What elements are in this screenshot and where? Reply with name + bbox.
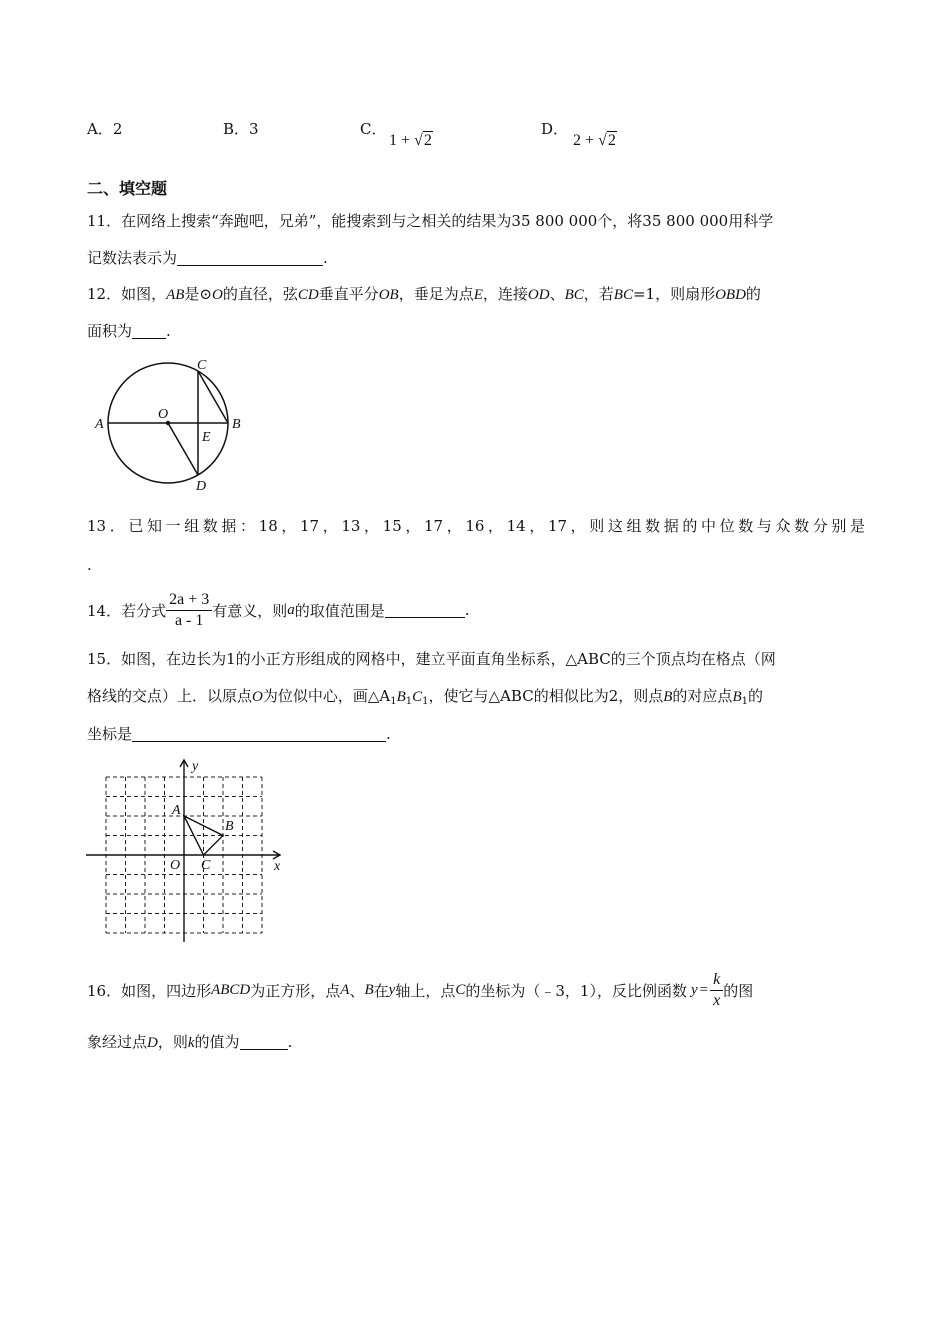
label-x: x (274, 859, 281, 874)
label-o: O (170, 858, 181, 873)
option-d-expression: 2 + √2 (573, 132, 616, 149)
sqrt-sign: √ (414, 132, 423, 149)
q15-line2: 格线的交点）上．以原点O为位似中心，画$\triangle A_1B_1C_1$，使它与△ABC的相似比为2，则点B的对应点$B_1$的 (87, 687, 763, 707)
q12-circle-figure (90, 355, 250, 495)
label-d: D (196, 479, 207, 494)
segment-bc (198, 371, 228, 423)
q14-line: 14．若分式 $\frac{2a + 3}{a - 1}$ 有意义，则 a 的取值范围是 . (87, 590, 470, 629)
sqrt-sign: √ (598, 132, 607, 149)
q11-line1: 11．在网络上搜索“奔跑吧，兄弟”，能搜索到与之相关的结果为35 800 000个，将35 800 000用科学 (87, 212, 774, 230)
fraction: $\frac{2a + 3}{a - 1}$ (166, 590, 212, 631)
q12-line1: 12．如图，AB是⊙O的直径，弦CD垂直平分OB，垂足为点E，连接OD、BC，若BC=1，则扇形OBD的 (87, 285, 761, 303)
label-e: E (202, 430, 211, 445)
label-y: y (192, 759, 199, 774)
option-b (223, 118, 259, 139)
label-a: A (172, 803, 181, 818)
q15-line1: 15．如图，在边长为1的小正方形组成的网格中，建立平面直角坐标系，△ABC的三个顶点均在格点（网 (87, 650, 776, 668)
section-heading: 二、填空题 (87, 179, 168, 198)
q13-line1: 13．已知一组数据：18，17，13，15，17，16，14，17，则这组数据的中位数与众数分别是 (87, 517, 865, 535)
option-a-value: 2 (112, 120, 123, 138)
label-a: A (95, 417, 104, 432)
q15-grid-figure (84, 752, 294, 944)
q12-line2: 面积为 . (87, 322, 171, 340)
answer-blank[interactable] (240, 1034, 288, 1050)
q11-line2: 记数法表示为 . (87, 249, 328, 267)
option-a-label: A． (87, 120, 113, 138)
option-c-label: C． (360, 120, 387, 138)
q13-line2: . (87, 556, 92, 574)
q16-line1: 16．如图，四边形 ABCD 为正方形，点 A 、 B 在 y 轴上，点 C 的坐标为（﹣3，1），反比例函数 y = $\frac{k}{x}$ 的图 (87, 970, 754, 1009)
answer-blank[interactable] (132, 323, 166, 339)
fraction: $\frac{k}{x}$ (710, 970, 723, 1011)
label-b: B (225, 819, 234, 834)
option-c-expression: 1 + √2 (389, 132, 432, 149)
answer-blank[interactable] (385, 602, 465, 618)
label-c: C (201, 858, 211, 873)
q16-line2: 象经过点D，则k的值为 . (87, 1033, 293, 1051)
label-c: C (197, 358, 207, 373)
label-b: B (232, 417, 241, 432)
answer-blank[interactable] (177, 250, 323, 266)
option-b-value: 3 (249, 120, 259, 138)
q15-line3: 坐标是 . (87, 725, 391, 743)
option-d-label: D． (541, 120, 569, 138)
answer-blank[interactable] (132, 726, 386, 742)
option-a (87, 118, 122, 139)
option-b-label: B． (223, 120, 250, 138)
segment-od (168, 423, 198, 475)
label-o: O (158, 407, 169, 422)
